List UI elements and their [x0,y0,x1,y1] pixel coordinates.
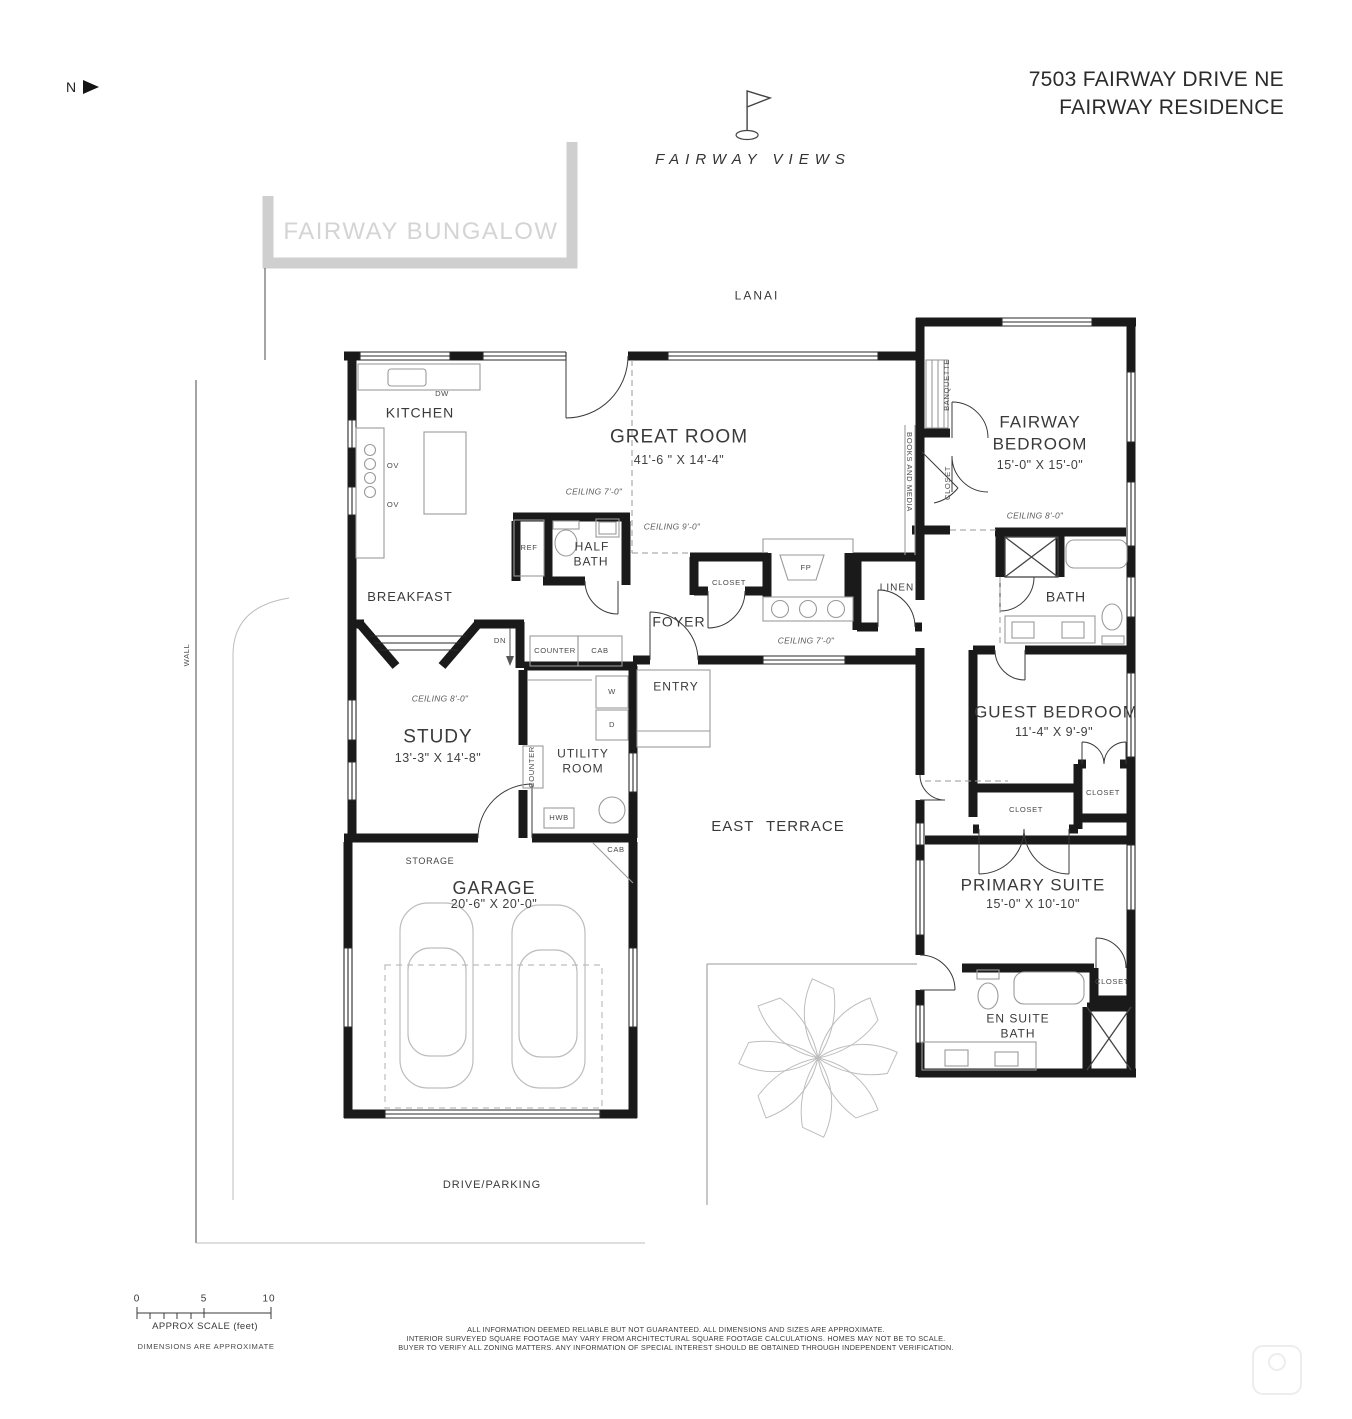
refrigerator-label: REF [520,542,538,552]
storage-label: STORAGE [405,856,455,867]
great-room-dims: 41'-6 " X 14'-4" [633,453,725,468]
scale-tick-10: 10 [262,1293,276,1305]
linen-label: LINEN [879,582,915,594]
scale-note: DIMENSIONS ARE APPROXIMATE [137,1341,275,1351]
north-arrow-icon [83,80,99,94]
half-bath-label-2: BATH [573,554,609,569]
neighbor-structure-label: FAIRWAY BUNGALOW [283,218,559,245]
lanai-label: LANAI [734,288,780,303]
cab-garage-label: CAB [607,844,625,854]
disclaimer-line1: ALL INFORMATION DEEMED RELIABLE BUT NOT GUARANTEED. ALL DIMENSIONS AND SIZES ARE APPROXIMATE. [467,1325,885,1334]
counter-utility-label: COUNTER [526,746,536,788]
fairway-bedroom-dims: 15'-0" X 15'-0" [996,458,1084,473]
en-suite-bath-label-2: BATH [1000,1026,1036,1041]
disclaimer-line2: INTERIOR SURVEYED SQUARE FOOTAGE MAY VARY FROM ARCHITECTURAL SQUARE FOOTAGE CALCULATIONS. HOMES MAY NOT BE TO SCALE. [406,1334,946,1343]
primary-suite-label: PRIMARY SUITE [960,875,1106,895]
primary-suite-dims: 15'-0" X 10'-10" [986,897,1080,912]
great-room-label: GREAT ROOM [609,426,749,448]
utility-room-label-2: ROOM [562,761,604,776]
closet-primary-label: CLOSET [1095,976,1129,986]
entry-label: ENTRY [653,679,699,694]
half-bath-label-1: HALF [574,539,610,554]
ceiling-note-kitchen: CEILING 7'-0" [565,486,623,497]
counter-hall-label: COUNTER [534,645,576,655]
closet-foyer-label: CLOSET [712,577,746,587]
down-step-label: DN [493,635,507,645]
scale-tick-0: 0 [133,1293,141,1305]
guest-bedroom-label: GUEST BEDROOM [974,702,1138,722]
drive-parking-label: DRIVE/PARKING [442,1178,542,1191]
north-indicator [66,79,99,95]
fairway-bedroom-label-1: FAIRWAY [999,412,1081,432]
closet-guest-front-label: CLOSET [1009,804,1043,814]
wall-label: WALL [181,643,191,667]
cab-hall-label: CAB [591,645,609,655]
east-terrace-label: EAST TERRACE [711,817,845,835]
ceiling-note-study: CEILING 8'-0" [411,693,469,704]
scale-caption: APPROX SCALE (feet) [152,1320,258,1332]
study-label: STUDY [403,726,473,748]
sheet-title [1029,66,1284,122]
dishwasher-label: DW [435,388,449,398]
washer-label: W [608,686,616,696]
dryer-label: D [608,719,616,729]
hwb-label: HWB [549,812,569,822]
brand-logo [655,86,851,168]
books-and-media-label: BOOKS AND MEDIA [905,432,915,512]
foyer-label: FOYER [652,613,706,630]
disclaimer-block [398,1325,954,1352]
en-suite-bath-label-1: EN SUITE [986,1011,1050,1026]
ceiling-note-fairway-bedroom: CEILING 8'-0" [1006,510,1064,521]
banquette-label: BANQUETTE [941,359,951,411]
ceiling-note-great-room: CEILING 9'-0" [643,521,701,532]
closet-fairway-label: CLOSET [942,466,952,500]
kitchen-label: KITCHEN [385,404,455,421]
watermark-logo [1253,1346,1301,1394]
closet-guest-rear-label: CLOSET [1086,787,1120,797]
tree-symbol [733,973,903,1143]
utility-room-label-1: UTILITY [557,746,609,761]
golf-flag-icon [733,86,773,142]
guest-bedroom-dims: 11'-4" X 9'-9" [1014,725,1094,740]
oven-upper-label: OV [386,460,400,470]
breakfast-label: BREAKFAST [367,588,453,604]
study-dims: 13'-3" X 14'-8" [394,751,482,766]
fairway-bedroom-label-2: BEDROOM [992,434,1088,454]
scale-tick-5: 5 [200,1293,208,1305]
brand-name: FAIRWAY VIEWS [655,151,851,168]
north-label: N [66,79,77,95]
address-line2: FAIRWAY RESIDENCE [1059,96,1284,119]
ceiling-note-hall: CEILING 7'-0" [777,635,835,646]
garage-dims: 20'-6" X 20'-0" [450,897,538,912]
address-line1: 7503 FAIRWAY DRIVE NE [1028,68,1284,91]
scale-bar [137,1307,271,1319]
bath-label: BATH [1045,588,1087,605]
disclaimer-line3: BUYER TO VERIFY ALL ZONING MATTERS. ANY INFORMATION OF SPECIAL INTEREST SHOULD BE OBTAINED THROUGH INDEPENDENT VERIFICATION. [398,1343,954,1352]
oven-lower-label: OV [386,499,400,509]
garage-label: GARAGE [452,878,536,899]
fireplace-label: FP [800,562,812,572]
